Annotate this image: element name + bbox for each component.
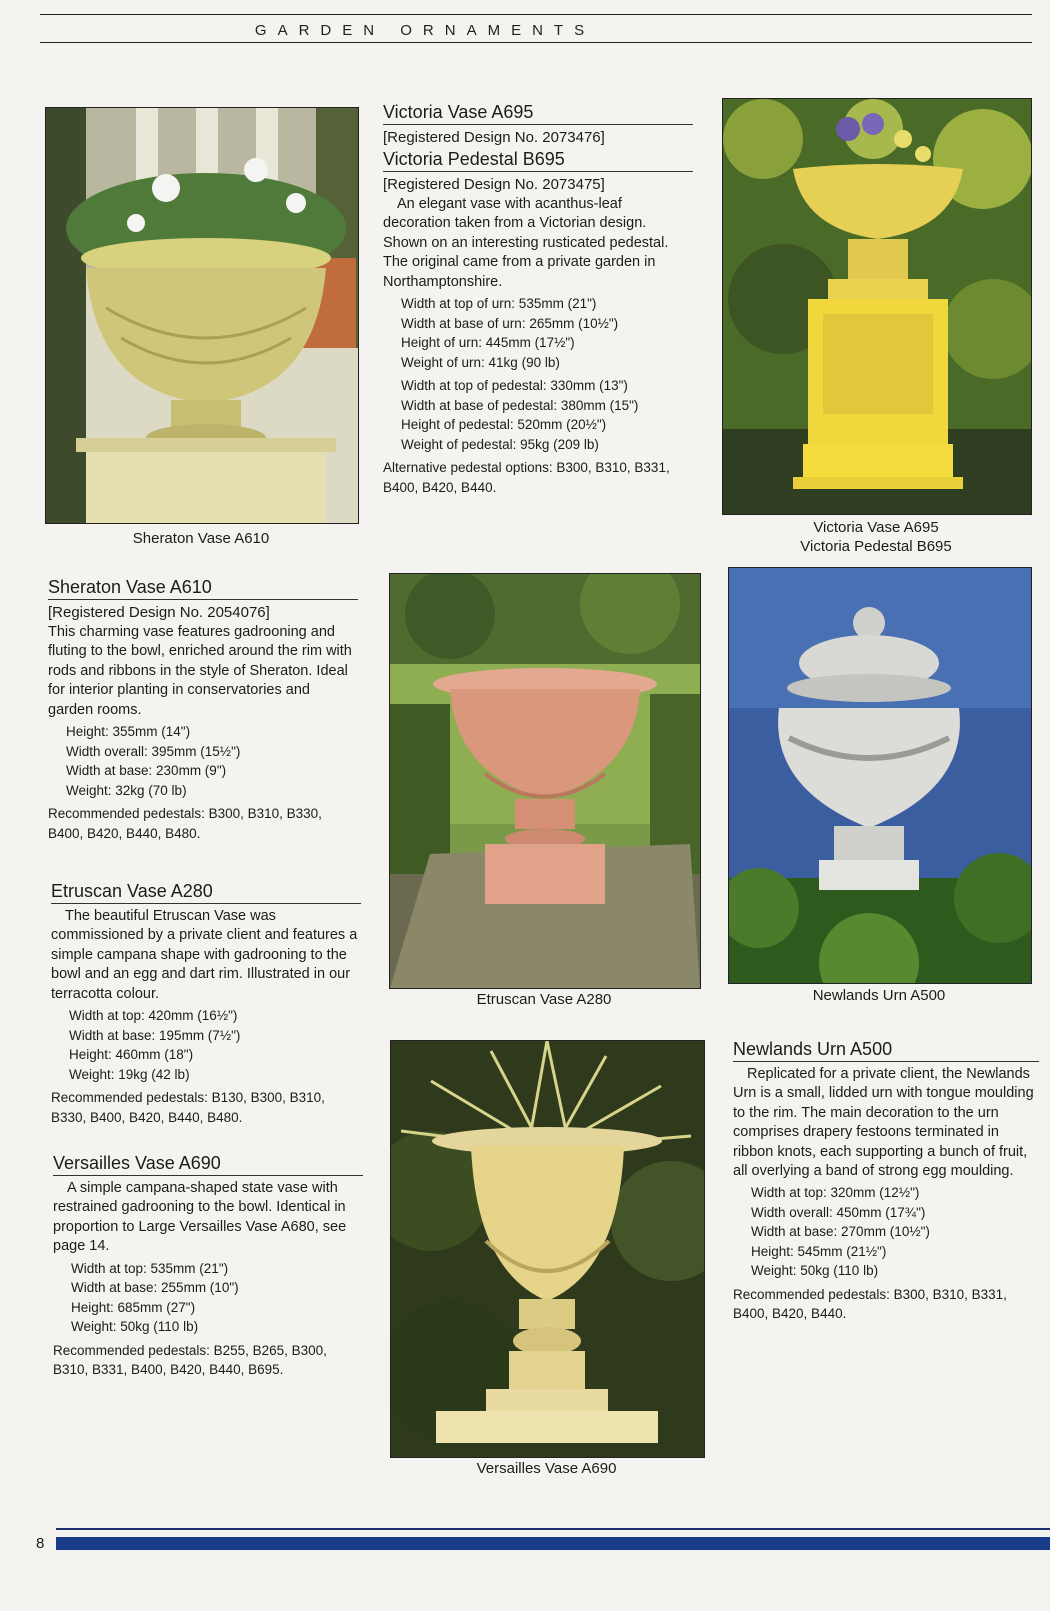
victoria-pedestal-options: Alternative pedestal options: B300, B310, B331, B400, B420, B440. <box>383 460 670 495</box>
spec-item: Width at top: 420mm (16½") <box>69 1008 238 1024</box>
victoria-pedestal-registration: [Registered Design No. 2073475] <box>383 176 605 193</box>
newlands-pedestals: Recommended pedestals: B300, B310, B331, B400, B420, B440. <box>733 1286 1007 1322</box>
versailles-title: Versailles Vase A690 <box>53 1152 363 1176</box>
spec-item: Height: 545mm (21½") <box>751 1243 887 1259</box>
spec-item: Width at base: 255mm (10") <box>71 1280 239 1296</box>
spec-item: Width at top of urn: 535mm (21") <box>401 296 597 312</box>
spec-item: Height of urn: 445mm (17½") <box>401 335 575 351</box>
spec-item: Weight: 19kg (42 lb) <box>69 1066 190 1082</box>
versailles-pedestals: Recommended pedestals: B255, B265, B300, B310, B331, B400, B420, B440, B695. <box>53 1342 327 1378</box>
sheraton-registration: [Registered Design No. 2054076] <box>48 604 270 621</box>
victoria-vase-title: Victoria Vase A695 <box>383 101 693 125</box>
newlands-urn-photo <box>728 567 1032 984</box>
etruscan-text-block <box>51 880 361 1127</box>
newlands-text-block <box>733 1038 1039 1324</box>
sheraton-vase-photo <box>45 107 359 524</box>
page-number: 8 <box>36 1535 45 1552</box>
versailles-specs <box>53 1259 363 1337</box>
victoria-vase-photo <box>722 98 1032 515</box>
victoria-pedestal-title: Victoria Pedestal B695 <box>383 148 693 172</box>
spec-item: Width at base: 270mm (10½") <box>751 1224 930 1240</box>
spec-item: Height: 355mm (14") <box>66 724 191 740</box>
spec-item: Width at base: 195mm (7½") <box>69 1027 241 1043</box>
spec-item: Height: 685mm (27") <box>71 1299 196 1315</box>
spec-item: Width at top: 320mm (12½") <box>751 1185 920 1201</box>
etruscan-title: Etruscan Vase A280 <box>51 880 361 904</box>
versailles-vase-photo <box>390 1040 705 1458</box>
sheraton-caption: Sheraton Vase A610 <box>132 530 270 547</box>
newlands-description: Replicated for a private client, the Newlands Urn is a small, lidded urn with tongue moulding to the rim. The main decoration to the urn comprises drapery festoons terminated in ribbon knots, each supporting a bunch of fruit, all overlying a band of strong egg moulding. <box>733 1066 1034 1180</box>
header-rule-top <box>40 14 1032 15</box>
spec-item: Width overall: 450mm (17¾") <box>751 1204 926 1220</box>
sheraton-text-block <box>48 576 358 843</box>
spec-item: Weight: 50kg (110 lb) <box>751 1263 879 1279</box>
section-title: GARDEN ORNAMENTS <box>254 22 596 39</box>
spec-item: Weight of urn: 41kg (90 lb) <box>401 354 560 370</box>
etruscan-specs <box>51 1006 361 1084</box>
versailles-caption: Versailles Vase A690 <box>476 1460 617 1477</box>
spec-item: Weight: 50kg (110 lb) <box>71 1319 199 1335</box>
spec-item: Weight: 32kg (70 lb) <box>66 782 187 798</box>
sheraton-description: This charming vase features gadrooning and fluting to the bowl, enriched around the rim with rods and ribbons in the style of Sheraton. Ideal for interior planting in conservatories and garden rooms. <box>48 624 352 718</box>
victoria-text-block <box>383 101 693 497</box>
versailles-description: A simple campana-shaped state vase with restrained gadrooning to the bowl. Identical in proportion to Large Versailles Vase A680, see page 14. <box>53 1180 347 1255</box>
spec-item: Width at base: 230mm (9") <box>66 763 227 779</box>
spec-item: Width at top: 535mm (21") <box>71 1260 229 1276</box>
spec-item: Height: 460mm (18") <box>69 1047 194 1063</box>
newlands-title: Newlands Urn A500 <box>733 1038 1039 1062</box>
victoria-caption-vase: Victoria Vase A695 <box>813 519 939 536</box>
footer-rule-thick <box>56 1537 1050 1550</box>
sheraton-specs <box>48 722 358 800</box>
sheraton-title: Sheraton Vase A610 <box>48 576 358 600</box>
victoria-caption <box>722 518 1030 556</box>
victoria-pedestal-specs <box>383 376 693 454</box>
victoria-description: An elegant vase with acanthus-leaf decoration taken from a Victorian design. Shown on an interesting rusticated pedestal. The original came from a private garden in Northamptonshire. <box>383 196 669 290</box>
footer-rule-thin <box>56 1528 1050 1530</box>
etruscan-caption: Etruscan Vase A280 <box>476 991 612 1008</box>
header-rule-bottom <box>40 42 1032 43</box>
etruscan-vase-photo <box>389 573 701 989</box>
etruscan-pedestals: Recommended pedestals: B130, B300, B310, B330, B400, B420, B440, B480. <box>51 1090 325 1125</box>
newlands-caption: Newlands Urn A500 <box>812 987 946 1004</box>
newlands-specs <box>733 1183 1039 1281</box>
spec-item: Width at top of pedestal: 330mm (13") <box>401 378 628 394</box>
sheraton-pedestals: Recommended pedestals: B300, B310, B330, B400, B420, B440, B480. <box>48 806 322 841</box>
spec-item: Width at base of pedestal: 380mm (15") <box>401 397 639 413</box>
victoria-caption-pedestal: Victoria Pedestal B695 <box>800 538 952 555</box>
spec-item: Height of pedestal: 520mm (20½") <box>401 417 607 433</box>
victoria-urn-specs <box>383 294 693 372</box>
spec-item: Width overall: 395mm (15½") <box>66 743 241 759</box>
versailles-text-block <box>53 1152 363 1380</box>
spec-item: Width at base of urn: 265mm (10½") <box>401 315 619 331</box>
etruscan-description: The beautiful Etruscan Vase was commissioned by a private client and features a simple campana shape with gadrooning to the bowl and an egg and dart rim. Illustrated in our terracotta colour. <box>51 908 358 1002</box>
victoria-vase-registration: [Registered Design No. 2073476] <box>383 129 605 146</box>
spec-item: Weight of pedestal: 95kg (209 lb) <box>401 436 599 452</box>
